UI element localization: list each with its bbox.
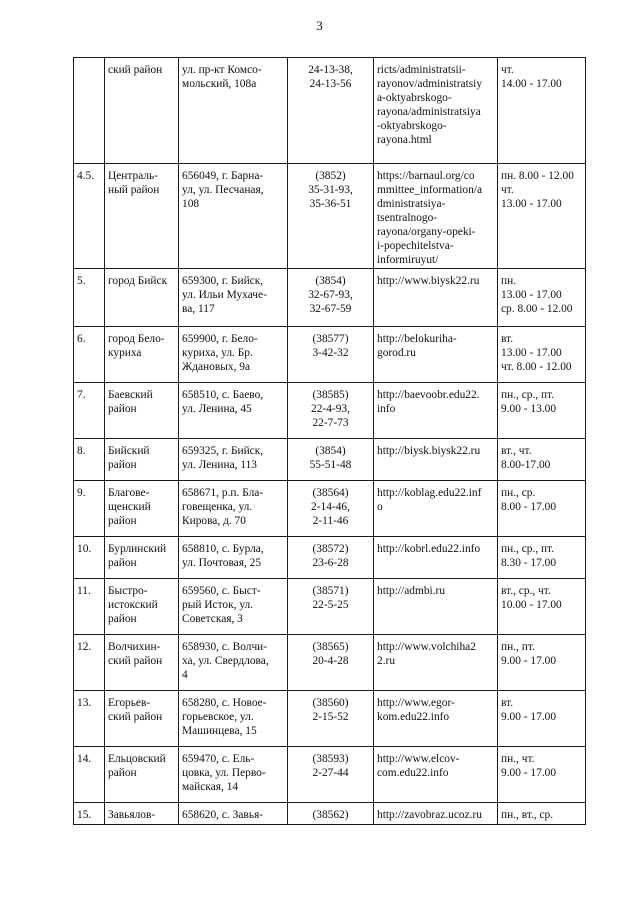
phone-cell: (38572) 23-6-28 — [288, 537, 374, 579]
district-cell: Завьялов- — [105, 803, 179, 825]
district-cell: Благове- щенский район — [105, 481, 179, 537]
page-number: 3 — [316, 18, 323, 33]
website-cell: http://www.egor- kom.edu22.info — [374, 691, 498, 747]
phone-cell: (3852) 35-31-93, 35-36-51 — [288, 164, 374, 269]
hours-cell: пн. 8.00 - 12.00 чт. 13.00 - 17.00 — [498, 164, 586, 269]
website-cell: https://barnaul.org/co mmittee_information/a dministratsiya- tsentralnogo- rayona/organy-opeki- i-popechitelstva- informiruyut/ — [374, 164, 498, 269]
address-cell: 659560, с. Быст- рый Исток, ул. Советская, 3 — [179, 579, 288, 635]
website-cell: http://zavobraz.ucoz.ru — [374, 803, 498, 825]
hours-cell: пн., чт. 9.00 - 17.00 — [498, 747, 586, 803]
table-row — [74, 635, 586, 691]
district-cell: город Бийск — [105, 269, 179, 327]
phone-cell: (38585) 22-4-93, 22-7-73 — [288, 383, 374, 439]
table-row — [74, 383, 586, 439]
row-number-cell: 15. — [74, 803, 105, 825]
row-number-cell — [74, 58, 105, 164]
hours-cell: вт., чт. 8.00-17.00 — [498, 439, 586, 481]
phone-cell: (38577) 3-42-32 — [288, 327, 374, 383]
district-cell: Ельцовский район — [105, 747, 179, 803]
table-row — [74, 58, 586, 164]
hours-cell: вт., ср., чт. 10.00 - 17.00 — [498, 579, 586, 635]
website-cell: http://baevoobr.edu22. info — [374, 383, 498, 439]
website-cell: http://admbi.ru — [374, 579, 498, 635]
phone-cell: (3854) 32-67-93, 32-67-59 — [288, 269, 374, 327]
row-number-cell: 12. — [74, 635, 105, 691]
table-row — [74, 579, 586, 635]
hours-cell: пн., пт. 9.00 - 17.00 — [498, 635, 586, 691]
address-cell: 658671, р.п. Бла- говещенка, ул. Кирова, д. 70 — [179, 481, 288, 537]
address-cell: 658810, с. Бурла, ул. Почтовая, 25 — [179, 537, 288, 579]
district-cell: Бурлинский район — [105, 537, 179, 579]
phone-cell: (38571) 22-5-25 — [288, 579, 374, 635]
table-row — [74, 747, 586, 803]
hours-cell: вт. 9.00 - 17.00 — [498, 691, 586, 747]
hours-cell: пн., вт., ср. — [498, 803, 586, 825]
address-cell: 658280, с. Новое- горьевское, ул. Машинцева, 15 — [179, 691, 288, 747]
table-row — [74, 481, 586, 537]
address-cell: 658620, с. Завья- — [179, 803, 288, 825]
address-cell: 658510, с. Баево, ул. Ленина, 45 — [179, 383, 288, 439]
district-cell: Бийский район — [105, 439, 179, 481]
address-cell: 656049, г. Барна- ул, ул. Песчаная, 108 — [179, 164, 288, 269]
guardianship-authorities-table — [73, 57, 586, 825]
phone-cell: (38562) — [288, 803, 374, 825]
phone-cell: (38593) 2-27-44 — [288, 747, 374, 803]
district-cell: Егорьев- ский район — [105, 691, 179, 747]
address-cell: 659325, г. Бийск, ул. Ленина, 113 — [179, 439, 288, 481]
table-row — [74, 164, 586, 269]
table-row — [74, 327, 586, 383]
phone-cell: (38560) 2-15-52 — [288, 691, 374, 747]
table-row — [74, 803, 586, 825]
hours-cell: пн., ср. 8.00 - 17.00 — [498, 481, 586, 537]
address-cell: 659900, г. Бело- куриха, ул. Бр. Ждановых, 9а — [179, 327, 288, 383]
row-number-cell: 13. — [74, 691, 105, 747]
table-row — [74, 439, 586, 481]
website-cell: http://kobrl.edu22.info — [374, 537, 498, 579]
row-number-cell: 4.5. — [74, 164, 105, 269]
row-number-cell: 10. — [74, 537, 105, 579]
row-number-cell: 11. — [74, 579, 105, 635]
table-row — [74, 691, 586, 747]
district-cell: Быстро- истокский район — [105, 579, 179, 635]
hours-cell: чт. 14.00 - 17.00 — [498, 58, 586, 164]
table-row — [74, 269, 586, 327]
district-cell: Централь- ный район — [105, 164, 179, 269]
district-cell: Волчихин- ский район — [105, 635, 179, 691]
district-cell: город Бело- куриха — [105, 327, 179, 383]
hours-cell: пн., ср., пт. 8.30 - 17.00 — [498, 537, 586, 579]
table-row — [74, 537, 586, 579]
hours-cell: вт. 13.00 - 17.00 чт. 8.00 - 12.00 — [498, 327, 586, 383]
district-cell: Баевский район — [105, 383, 179, 439]
website-cell: http://belokuriha- gorod.ru — [374, 327, 498, 383]
address-cell: 658930, с. Волчи- ха, ул. Свердлова, 4 — [179, 635, 288, 691]
website-cell: http://www.elcov- com.edu22.info — [374, 747, 498, 803]
row-number-cell: 6. — [74, 327, 105, 383]
phone-cell: (38565) 20-4-28 — [288, 635, 374, 691]
website-cell: http://koblag.edu22.inf o — [374, 481, 498, 537]
district-cell: ский район — [105, 58, 179, 164]
website-cell: http://biysk.biysk22.ru — [374, 439, 498, 481]
row-number-cell: 9. — [74, 481, 105, 537]
hours-cell: пн., ср., пт. 9.00 - 13.00 — [498, 383, 586, 439]
phone-cell: (3854) 55-51-48 — [288, 439, 374, 481]
website-cell: http://www.volchiha2 2.ru — [374, 635, 498, 691]
phone-cell: (38564) 2-14-46, 2-11-46 — [288, 481, 374, 537]
table-body — [74, 58, 586, 825]
hours-cell: пн. 13.00 - 17.00 ср. 8.00 - 12.00 — [498, 269, 586, 327]
row-number-cell: 14. — [74, 747, 105, 803]
row-number-cell: 8. — [74, 439, 105, 481]
website-cell: http://www.biysk22.ru — [374, 269, 498, 327]
website-cell: ricts/administratsii- rayonov/administratsiy a-oktyabrskogo- rayona/administratsiya -oktyabrskogo- rayona.html — [374, 58, 498, 164]
row-number-cell: 7. — [74, 383, 105, 439]
address-cell: ул. пр-кт Комсо- мольский, 108а — [179, 58, 288, 164]
row-number-cell: 5. — [74, 269, 105, 327]
phone-cell: 24-13-38, 24-13-56 — [288, 58, 374, 164]
address-cell: 659300, г. Бийск, ул. Ильи Мухаче- ва, 117 — [179, 269, 288, 327]
address-cell: 659470, с. Ель- цовка, ул. Перво- майская, 14 — [179, 747, 288, 803]
